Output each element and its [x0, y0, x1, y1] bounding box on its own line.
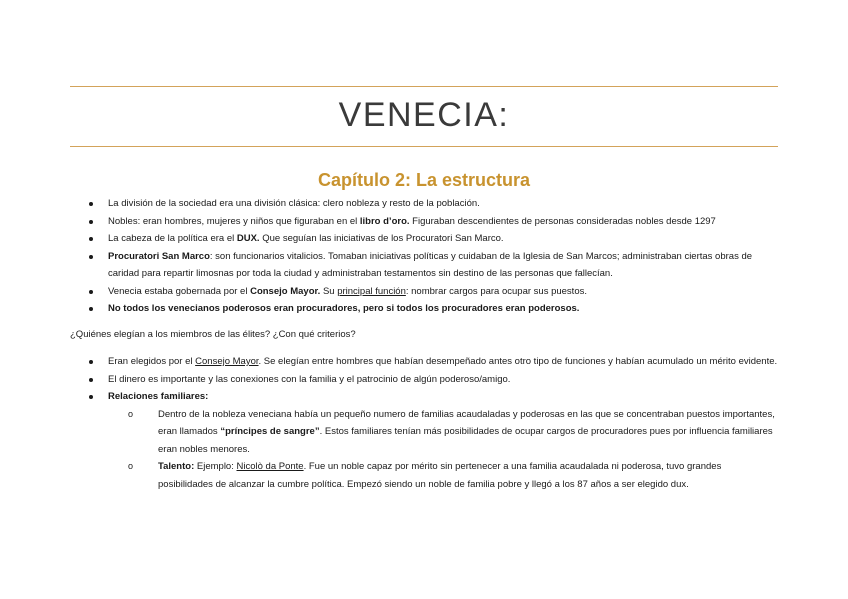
chapter-heading: Capítulo 2: La estructura [317, 170, 531, 190]
page-title: VENECIA: [338, 96, 510, 134]
document-body [70, 195, 778, 493]
sublist-item: o Talento: Ejemplo: Nicolò da Ponte. Fue un noble capaz por mérito sin pertenecer a una familia acaudalada ni poderosa, tuvo grandes posibilidades de alcanzar la cumbre política. Empezó siendo un noble de familia pobre y llegó a los 87 años a ser elegido dux. [108, 458, 778, 493]
elites-list [86, 353, 778, 493]
structure-list [86, 195, 778, 318]
list-item: Relaciones familiares: o Dentro de la nobleza veneciana había un pequeño numero de familias acaudaladas y poderosas en las que se concentraban puestos importantes, eran llamados “príncipes de sangre”. Estos familiares tenían más posibilidades de ocupar cargos de procuradores pues por influencia familiares eran nobles menores. o Talento: Ejemplo: Nicolò da Ponte. Fue un noble capaz por mérito sin pertenecer a una familia acaudalada ni poderosa, tuvo grandes posibilidades de alcanzar la cumbre política. Empezó siendo un noble de familia pobre y llegó a los 87 años a ser elegido dux. [86, 388, 778, 493]
top-rule [70, 86, 778, 87]
list-item: La división de la sociedad era una división clásica: clero nobleza y resto de la población. [86, 195, 778, 213]
bottom-rule [70, 146, 778, 147]
list-item: La cabeza de la política era el DUX. Que seguían las iniciativas de los Procuratori San Marco. [86, 230, 778, 248]
list-item: Procuratori San Marco: son funcionarios vitalicios. Tomaban iniciativas políticas y cuidaban de la Iglesia de San Marcos; administraban ciertas obras de caridad para repartir limosnas por toda la ciudad y administraban testamentos sin destino de las personas que fallecían. [86, 248, 778, 283]
family-relations-sublist [108, 406, 778, 494]
list-item: Eran elegidos por el Consejo Mayor. Se elegían entre hombres que habían desempeñado antes otro tipo de funciones y habían acumulado un mérito evidente. [86, 353, 778, 371]
list-item: No todos los venecianos poderosos eran procuradores, pero si todos los procuradores eran poderosos. [86, 300, 778, 318]
question-text: ¿Quiénes elegían a los miembros de las élites? ¿Con qué criterios? [70, 328, 356, 340]
list-item: El dinero es importante y las conexiones con la familia y el patrocinio de algún poderoso/amigo. [86, 371, 778, 389]
list-item: Venecia estaba gobernada por el Consejo Mayor. Su principal función: nombrar cargos para ocupar sus puestos. [86, 283, 778, 301]
list-item: Nobles: eran hombres, mujeres y niños que figuraban en el libro d’oro. Figuraban descendientes de personas consideradas nobles desde 1297 [86, 213, 778, 231]
sublist-item: o Dentro de la nobleza veneciana había un pequeño numero de familias acaudaladas y poderosas en las que se concentraban puestos importantes, eran llamados “príncipes de sangre”. Estos familiares tenían más posibilidades de ocupar cargos de procuradores pues por influencia familiares eran nobles menores. [108, 406, 778, 459]
